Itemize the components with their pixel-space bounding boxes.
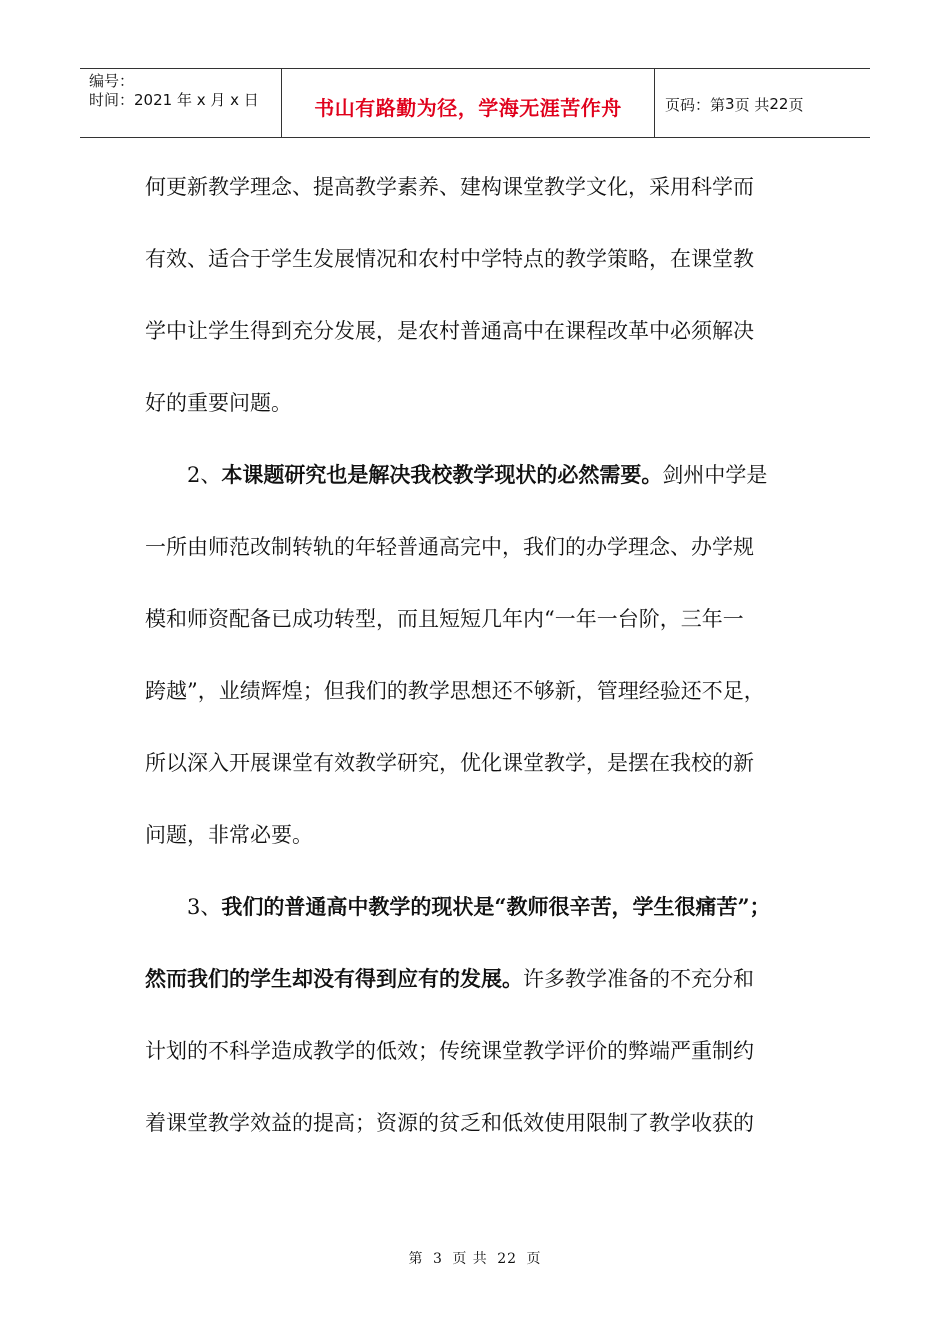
body-line-2: 有效、适合于学生发展情况和农村中学特点的教学策略，在课堂教 bbox=[145, 247, 754, 271]
header-page-middle: 页 共 bbox=[734, 95, 770, 114]
header-page-cell bbox=[655, 69, 870, 137]
item-3-heading-cont: 然而我们的学生却没有得到应有的发展。 bbox=[145, 966, 523, 991]
body-line-14: 着课堂教学效益的提高；资源的贫乏和低效使用限制了教学收获的 bbox=[145, 1111, 754, 1135]
body-line-6: 一所由师范改制转轨的年轻普通高完中，我们的办学理念、办学规 bbox=[145, 535, 754, 559]
footer-page-total: 22 bbox=[497, 1251, 518, 1267]
footer-middle: 页 共 bbox=[452, 1251, 488, 1267]
document-number-label: 编号： bbox=[89, 72, 135, 90]
item-3-heading: 我们的普通高中教学的现状是“教师很辛苦，学生很痛苦”； bbox=[221, 894, 771, 919]
footer-suffix: 页 bbox=[526, 1251, 542, 1267]
page-header bbox=[80, 68, 870, 138]
header-page-prefix: 页码：第 bbox=[665, 95, 726, 114]
body-line-12 bbox=[145, 954, 810, 1026]
body-line-9: 所以深入开展课堂有效教学研究，优化课堂教学，是摆在我校的新 bbox=[145, 751, 754, 775]
header-motto: 书山有路勤为径，学海无涯苦作舟 bbox=[314, 95, 622, 120]
footer-prefix: 第 bbox=[408, 1251, 424, 1267]
item-3-number: 3、 bbox=[187, 895, 222, 919]
header-page-total: 22 bbox=[769, 95, 789, 113]
document-time-label: 时间：2021 年 x 月 x 日 bbox=[89, 91, 259, 109]
body-line-8: 跨越”，业绩辉煌；但我们的教学思想还不够新，管理经验还不足， bbox=[145, 679, 765, 703]
header-page-suffix: 页 bbox=[788, 95, 804, 114]
body-line-4: 好的重要问题。 bbox=[145, 391, 292, 415]
body-line-7: 模和师资配备已成功转型，而且短短几年内“一年一台阶，三年一 bbox=[145, 607, 744, 631]
item-2-number: 2、 bbox=[187, 463, 222, 487]
body-line-5 bbox=[145, 450, 810, 522]
footer-page-current: 3 bbox=[432, 1251, 443, 1267]
header-meta-cell bbox=[80, 69, 282, 137]
item-2-heading: 本课题研究也是解决我校教学现状的必然需要。 bbox=[221, 462, 663, 487]
body-line-11 bbox=[145, 882, 810, 954]
document-body bbox=[145, 162, 810, 1170]
body-line-10: 问题，非常必要。 bbox=[145, 823, 313, 847]
header-motto-cell bbox=[282, 69, 655, 137]
item-2-text-start: 剑州中学是 bbox=[662, 463, 768, 487]
body-line-1: 何更新教学理念、提高教学素养、建构课堂教学文化，采用科学而 bbox=[145, 175, 754, 199]
body-line-13: 计划的不科学造成教学的低效；传统课堂教学评价的弊端严重制约 bbox=[145, 1039, 754, 1063]
item-3-text-start: 许多教学准备的不充分和 bbox=[523, 967, 754, 991]
page-footer bbox=[0, 1248, 950, 1268]
header-page-current: 3 bbox=[725, 95, 735, 113]
body-line-3: 学中让学生得到充分发展，是农村普通高中在课程改革中必须解决 bbox=[145, 319, 754, 343]
